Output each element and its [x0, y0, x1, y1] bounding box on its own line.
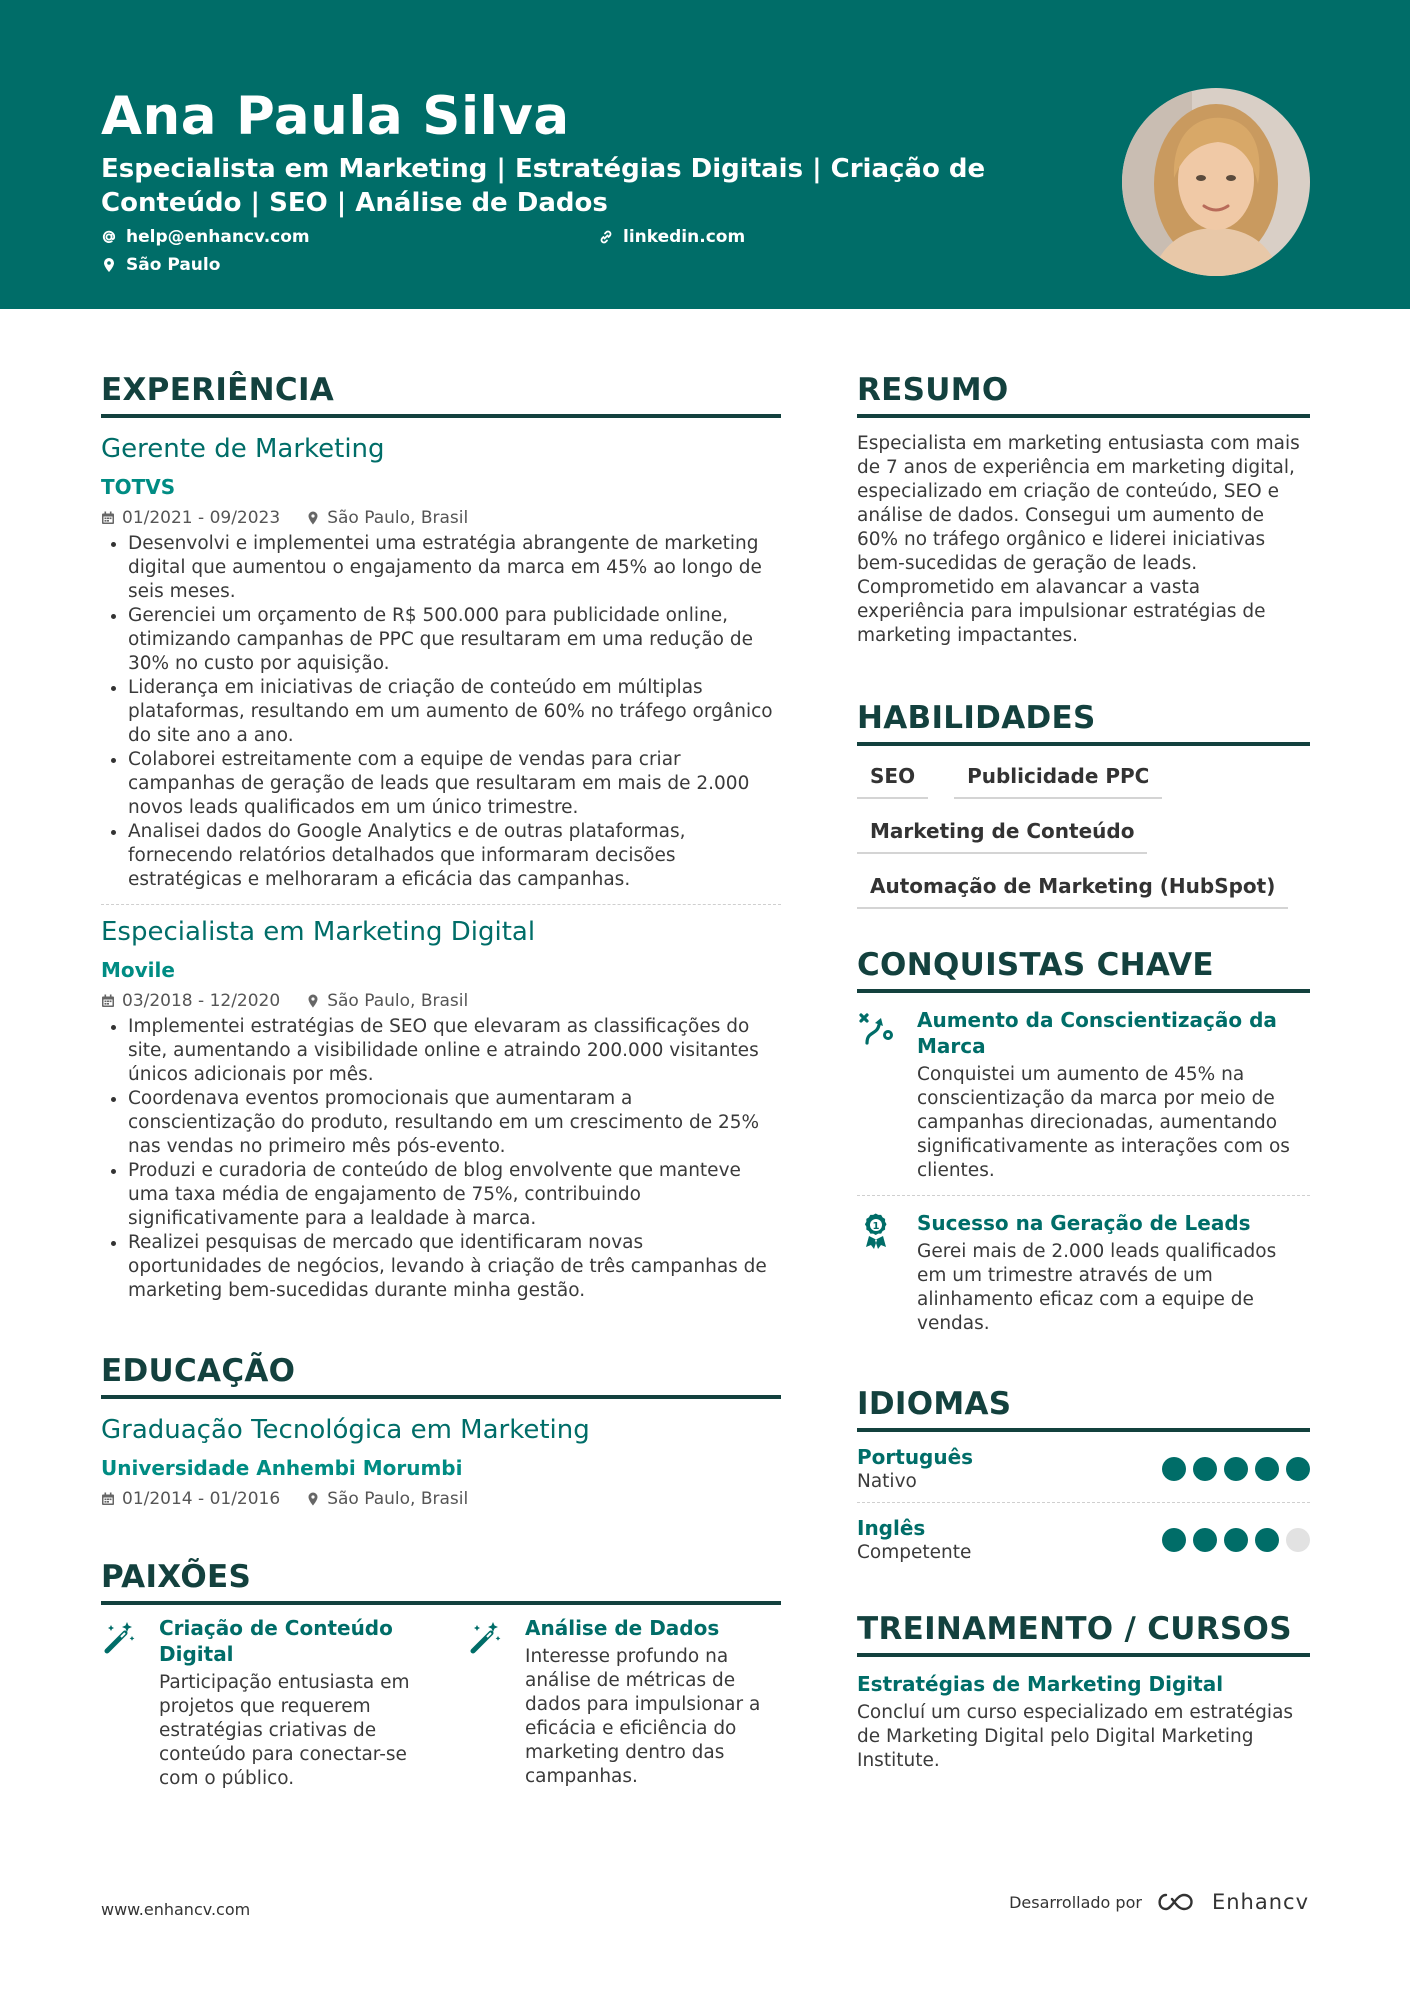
company-name: Movile	[101, 958, 175, 982]
passion-title: Criação de Conteúdo Digital	[159, 1616, 393, 1666]
map-pin-icon	[306, 994, 320, 1008]
achievement-title: Aumento da Conscientização da Marca	[917, 1008, 1277, 1058]
linkedin-text: linkedin.com	[623, 227, 746, 247]
job-location: São Paulo, Brasil	[327, 508, 469, 528]
skill-tag: Marketing de Conteúdo	[857, 813, 1147, 854]
bullet-item: Realizei pesquisas de mercado que identificaram novas oportunidades de negócios, levando à criação de três campanhas de marketing bem-sucedidas durante minha gestão.	[101, 1231, 781, 1303]
language-level: Nativo	[857, 1471, 917, 1492]
award-ribbon-icon	[857, 1212, 895, 1250]
bullet-item: Gerenciei um orçamento de R$ 500.000 para publicidade online, otimizando campanhas de PPC que resultaram em uma redução de 30% no custo por aquisição.	[101, 604, 781, 676]
left-column	[101, 370, 781, 1791]
enhancv-logo-icon	[1154, 1891, 1200, 1913]
school-name: Universidade Anhembi Morumbi	[101, 1456, 463, 1480]
language-name: Inglês	[857, 1516, 926, 1540]
job-title: Gerente de Marketing	[101, 434, 385, 464]
language-item	[857, 1432, 1310, 1502]
candidate-headline: Especialista em Marketing | Estratégias Digitais | Criação de Conteúdo | SEO | Análise de Dados	[101, 154, 986, 218]
skills-list	[857, 758, 1310, 909]
bullet-item: Implementei estratégias de SEO que elevaram as classificações do site, aumentando a visibilidade online e atraindo 200.000 visitantes únicos adicionais por mês.	[101, 1015, 781, 1087]
education-heading: EDUCAÇÃO	[101, 1351, 781, 1399]
achievement-desc: Gerei mais de 2.000 leads qualificados em um trimestre através de um alinhamento eficaz com a equipe de vendas.	[917, 1241, 1277, 1334]
bullet-item: Produzi e curadoria de conteúdo de blog envolvente que manteve uma taxa média de engajamento de 75%, contribuindo significativamente para a lealdade à marca.	[101, 1159, 781, 1231]
rating-dot-filled	[1193, 1528, 1217, 1552]
education-dates: 01/2014 - 01/2016	[122, 1489, 281, 1509]
rating-dot-filled	[1162, 1528, 1186, 1552]
rating-dot-filled	[1193, 1457, 1217, 1481]
language-rating	[1162, 1457, 1310, 1481]
achievement-desc: Conquistei um aumento de 45% na conscientização da marca por meio de campanhas direcionadas, aumentando significativamente as interações com os clientes.	[917, 1064, 1290, 1181]
summary-heading: RESUMO	[857, 370, 1310, 418]
job-bullets	[101, 1015, 781, 1303]
powered-by-label: Desarrollado por	[1009, 1892, 1142, 1912]
email-contact[interactable]	[101, 227, 310, 247]
job-dates: 01/2021 - 09/2023	[122, 508, 281, 528]
candidate-name: Ana Paula Silva	[101, 86, 570, 147]
rating-dot-empty	[1286, 1528, 1310, 1552]
bullet-item: Desenvolvi e implementei uma estratégia abrangente de marketing digital que aumentou o engajamento da marca em 45% ao longo de seis meses.	[101, 532, 781, 604]
rating-dot-filled	[1224, 1457, 1248, 1481]
passions-heading: PAIXÕES	[101, 1557, 781, 1605]
passion-item	[467, 1615, 777, 1791]
language-item	[857, 1502, 1310, 1573]
experience-heading: EXPERIÊNCIA	[101, 370, 781, 418]
course-title: Estratégias de Marketing Digital	[857, 1672, 1224, 1696]
education-entry	[101, 1413, 781, 1523]
skill-tag: Publicidade PPC	[954, 758, 1162, 799]
rating-dot-filled	[1255, 1457, 1279, 1481]
degree-title: Graduação Tecnológica em Marketing	[101, 1415, 590, 1445]
achievement-title: Sucesso na Geração de Leads	[917, 1211, 1251, 1235]
achievement-item	[857, 993, 1310, 1195]
at-icon	[101, 229, 117, 245]
magic-wand-icon	[467, 1619, 503, 1655]
language-name: Português	[857, 1445, 974, 1469]
location-contact	[101, 255, 220, 275]
language-rating	[1162, 1528, 1310, 1552]
calendar-icon	[101, 994, 115, 1008]
skill-tag: Automação de Marketing (HubSpot)	[857, 868, 1288, 909]
header-banner	[0, 0, 1410, 309]
experience-entry	[101, 904, 781, 1315]
job-bullets	[101, 532, 781, 892]
passion-desc: Interesse profundo na análise de métricas de dados para impulsionar a eficácia e eficiência do marketing dentro das campanhas.	[525, 1646, 761, 1787]
job-title: Especialista em Marketing Digital	[101, 917, 536, 947]
company-name: TOTVS	[101, 475, 176, 499]
skills-heading: HABILIDADES	[857, 698, 1310, 746]
course-desc: Concluí um curso especializado em estratégias de Marketing Digital pelo Digital Marketing Institute.	[857, 1702, 1294, 1771]
passion-title: Análise de Dados	[525, 1616, 720, 1640]
profile-photo	[1122, 88, 1310, 276]
footer-website[interactable]: www.enhancv.com	[101, 1900, 251, 1919]
bullet-item: Analisei dados do Google Analytics e de outras plataformas, fornecendo relatórios detalhados que informaram decisões estratégicas e melhoraram a eficácia das campanhas.	[101, 820, 781, 892]
education-location: São Paulo, Brasil	[327, 1489, 469, 1509]
summary-text: Especialista em marketing entusiasta com mais de 7 anos de experiência em marketing digital, especializado em criação de conteúdo, SEO e análise de dados. Consegui um aumento de 60% no tráfego orgânico e liderei iniciativas bem-sucedidas de geração de leads. Comprometido em alavancar a vasta experiência para impulsionar estratégias de marketing impactantes.	[857, 433, 1300, 646]
passion-item	[101, 1615, 441, 1791]
rating-dot-filled	[1162, 1457, 1186, 1481]
passions-list	[101, 1615, 781, 1791]
calendar-icon	[101, 1492, 115, 1506]
rating-dot-filled	[1255, 1528, 1279, 1552]
brand-name: Enhancv	[1211, 1890, 1309, 1914]
email-text: help@enhancv.com	[126, 227, 310, 247]
rating-dot-filled	[1224, 1528, 1248, 1552]
bullet-item: Coordenava eventos promocionais que aumentaram a conscientização do produto, resultando em um crescimento de 25% nas vendas no primeiro mês pós-evento.	[101, 1087, 781, 1159]
job-dates: 03/2018 - 12/2020	[122, 991, 281, 1011]
experience-entry	[101, 432, 781, 904]
strategy-icon	[857, 1009, 895, 1047]
bullet-item: Liderança em iniciativas de criação de conteúdo em múltiplas plataformas, resultando em um aumento de 60% no tráfego orgânico do site ano a ano.	[101, 676, 781, 748]
footer-branding[interactable]	[1009, 1890, 1309, 1914]
passion-desc: Participação entusiasta em projetos que requerem estratégias criativas de conteúdo para conectar-se com o público.	[159, 1672, 410, 1789]
linkedin-contact[interactable]	[598, 227, 745, 247]
job-location: São Paulo, Brasil	[327, 991, 469, 1011]
rating-dot-filled	[1286, 1457, 1310, 1481]
achievements-heading: CONQUISTAS CHAVE	[857, 945, 1310, 993]
svg-text:1: 1	[872, 1221, 880, 1232]
achievement-item	[857, 1195, 1310, 1348]
education-meta	[101, 1487, 781, 1511]
map-pin-icon	[101, 257, 117, 273]
bullet-item: Colaborei estreitamente com a equipe de vendas para criar campanhas de geração de leads que resultaram em mais de 2.000 novos leads qualificados em um único trimestre.	[101, 748, 781, 820]
training-heading: TREINAMENTO / CURSOS	[857, 1609, 1310, 1657]
languages-heading: IDIOMAS	[857, 1384, 1310, 1432]
language-level: Competente	[857, 1542, 972, 1563]
job-meta	[101, 506, 781, 530]
link-icon	[598, 229, 614, 245]
map-pin-icon	[306, 511, 320, 525]
map-pin-icon	[306, 1492, 320, 1506]
magic-wand-icon	[101, 1619, 137, 1655]
job-meta	[101, 989, 781, 1013]
right-column	[857, 370, 1310, 1773]
location-text: São Paulo	[126, 255, 221, 275]
calendar-icon	[101, 511, 115, 525]
skill-tag: SEO	[857, 758, 928, 799]
